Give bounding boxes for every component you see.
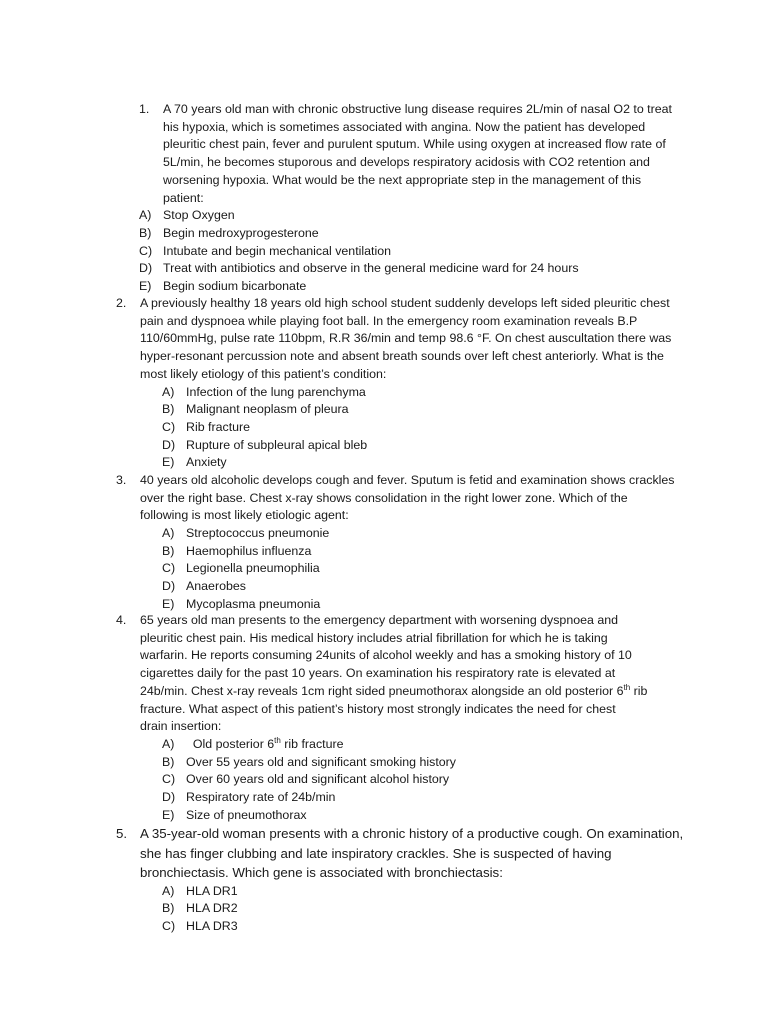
option-b xyxy=(139,225,675,243)
option-text: Streptococcus pneumonie xyxy=(186,526,330,541)
question-number: 2. xyxy=(116,296,127,310)
text-segment: rib fracture xyxy=(280,736,344,751)
question-number: 1. xyxy=(139,102,150,116)
option-c xyxy=(162,771,716,789)
option-letter: A) xyxy=(139,208,152,223)
option-e xyxy=(162,454,676,472)
option-letter: E) xyxy=(162,596,175,611)
option-letter: A) xyxy=(162,736,175,751)
question-number: 5. xyxy=(116,826,128,841)
question-number: 3. xyxy=(116,473,127,487)
option-text: Infection of the lung parenchyma xyxy=(186,384,366,399)
option-letter: B) xyxy=(162,754,175,769)
option-letter: B) xyxy=(162,402,175,417)
option-e xyxy=(139,278,675,296)
option-text: Anxiety xyxy=(186,455,227,470)
question-text: A 70 years old man with chronic obstructive lung disease requires 2L/min of nasal O2 to treat his hypoxia, which is sometimes associated with angina. Now the patient has developed pleuritic chest pain, fever and purulent sputum. While using oxygen at increased flow rate of 5L/min, he becomes stuporous and develops respiratory acidosis with CO2 retention and worsening hypoxia. What would be the next appropriate step in the management of this patient: xyxy=(163,102,672,205)
option-b xyxy=(162,900,686,918)
question-text xyxy=(140,612,716,736)
option-a xyxy=(139,207,675,225)
option-text: Haemophilus influenza xyxy=(186,543,312,558)
question-text-line: pleuritic chest pain. His medical history includes atrial fibrillation for which he is taking xyxy=(140,630,608,645)
text-segment: rib xyxy=(630,683,648,698)
option-letter: C) xyxy=(162,561,176,576)
option-d xyxy=(139,260,675,278)
superscript: th xyxy=(623,682,631,692)
option-text: Over 60 years old and significant alcohol history xyxy=(186,772,450,787)
option-letter: C) xyxy=(162,919,176,934)
option-text: Begin medroxyprogesterone xyxy=(163,225,319,240)
option-text: HLA DR1 xyxy=(186,883,238,898)
option-e xyxy=(162,807,716,825)
option-letter: C) xyxy=(162,772,176,787)
option-a xyxy=(162,883,686,901)
superscript: th xyxy=(274,735,281,745)
option-c xyxy=(162,419,676,437)
option-c xyxy=(162,918,686,936)
option-letter: B) xyxy=(162,543,175,558)
option-letter: E) xyxy=(139,278,152,293)
option-text: Mycoplasma pneumonia xyxy=(186,596,321,611)
option-e xyxy=(162,596,676,614)
question-text-line: fracture. What aspect of this patient’s history most strongly indicates the need for chest xyxy=(140,701,616,716)
option-letter: B) xyxy=(139,225,152,240)
option-b xyxy=(162,754,716,772)
option-letter: D) xyxy=(162,437,176,452)
option-a xyxy=(162,384,676,402)
option-d xyxy=(162,437,676,455)
option-letter: A) xyxy=(162,526,175,541)
option-text: Size of pneumothorax xyxy=(186,807,307,822)
option-b xyxy=(162,543,676,561)
options-list xyxy=(162,525,676,613)
question-5 xyxy=(116,824,686,936)
option-text: HLA DR3 xyxy=(186,919,238,934)
option-text xyxy=(186,737,344,751)
option-text: Stop Oxygen xyxy=(163,208,235,223)
question-2 xyxy=(116,295,676,472)
question-text: A previously healthy 18 years old high school student suddenly develops left sided pleuritic chest pain and dyspnoea while playing foot ball. In the emergency room examination reveals B.P 110/60mmHg, pulse rate 110bpm, R.R 36/min and temp 98.6 °F. On chest auscultation there was hyper-resonant percussion note and absent breath sounds over left chest anteriorly. What is the most likely etiology of this patient’s condition: xyxy=(140,296,672,381)
option-text: Rupture of subpleural apical bleb xyxy=(186,437,368,452)
option-a xyxy=(162,525,676,543)
question-3 xyxy=(116,472,676,614)
option-letter: B) xyxy=(162,901,175,916)
option-c xyxy=(162,560,676,578)
question-text-line: warfarin. He reports consuming 24units of alcohol weekly and has a smoking history of 10 xyxy=(140,648,632,663)
question-text: 40 years old alcoholic develops cough and fever. Sputum is fetid and examination shows crackles over the right base. Chest x-ray shows consolidation in the right lower zone. Which of the following is most likely etiologic agent: xyxy=(140,473,675,523)
options-list xyxy=(162,736,716,824)
option-letter: C) xyxy=(162,419,176,434)
option-letter: D) xyxy=(139,261,153,276)
question-text: A 35-year-old woman presents with a chronic history of a productive cough. On examination, she has finger clubbing and late inspiratory crackles. She is suspected of having bronchiectasis. Which gene is associated with bronchiectasis: xyxy=(140,826,684,881)
option-text: Treat with antibiotics and observe in the general medicine ward for 24 hours xyxy=(163,261,579,276)
options-list xyxy=(162,883,686,936)
option-text: Rib fracture xyxy=(186,419,251,434)
option-text: Intubate and begin mechanical ventilation xyxy=(163,243,392,258)
text-segment: 24b/min. Chest x-ray reveals 1cm right sided pneumothorax alongside an old posterior 6 xyxy=(140,683,624,698)
question-text-line xyxy=(140,683,716,701)
question-number: 4. xyxy=(116,613,127,627)
option-c xyxy=(139,243,675,261)
text-segment: Old posterior 6 xyxy=(186,736,275,751)
option-text: Begin sodium bicarbonate xyxy=(163,278,307,293)
option-letter: E) xyxy=(162,455,175,470)
option-d xyxy=(162,789,716,807)
option-text: HLA DR2 xyxy=(186,901,238,916)
question-text-line: 65 years old man presents to the emergency department with worsening dyspnoea and xyxy=(140,613,619,627)
option-text: Legionella pneumophilia xyxy=(186,561,320,576)
option-letter: D) xyxy=(162,579,176,594)
option-letter: E) xyxy=(162,807,175,822)
option-b xyxy=(162,401,676,419)
option-letter: A) xyxy=(162,883,175,898)
question-4 xyxy=(116,612,716,824)
option-text: Respiratory rate of 24b/min xyxy=(186,789,336,804)
option-text: Over 55 years old and significant smoking history xyxy=(186,754,456,769)
question-1 xyxy=(139,101,675,296)
option-letter: D) xyxy=(162,789,176,804)
question-text-line: drain insertion: xyxy=(140,719,222,734)
option-a xyxy=(162,736,716,754)
option-letter: C) xyxy=(139,243,153,258)
option-letter: A) xyxy=(162,384,175,399)
option-d xyxy=(162,578,676,596)
options-list xyxy=(139,207,675,295)
options-list xyxy=(162,384,676,472)
option-text: Malignant neoplasm of pleura xyxy=(186,402,349,417)
option-text: Anaerobes xyxy=(186,579,246,594)
question-text-line: cigarettes daily for the past 10 years. On examination his respiratory rate is elevated at xyxy=(140,666,616,681)
